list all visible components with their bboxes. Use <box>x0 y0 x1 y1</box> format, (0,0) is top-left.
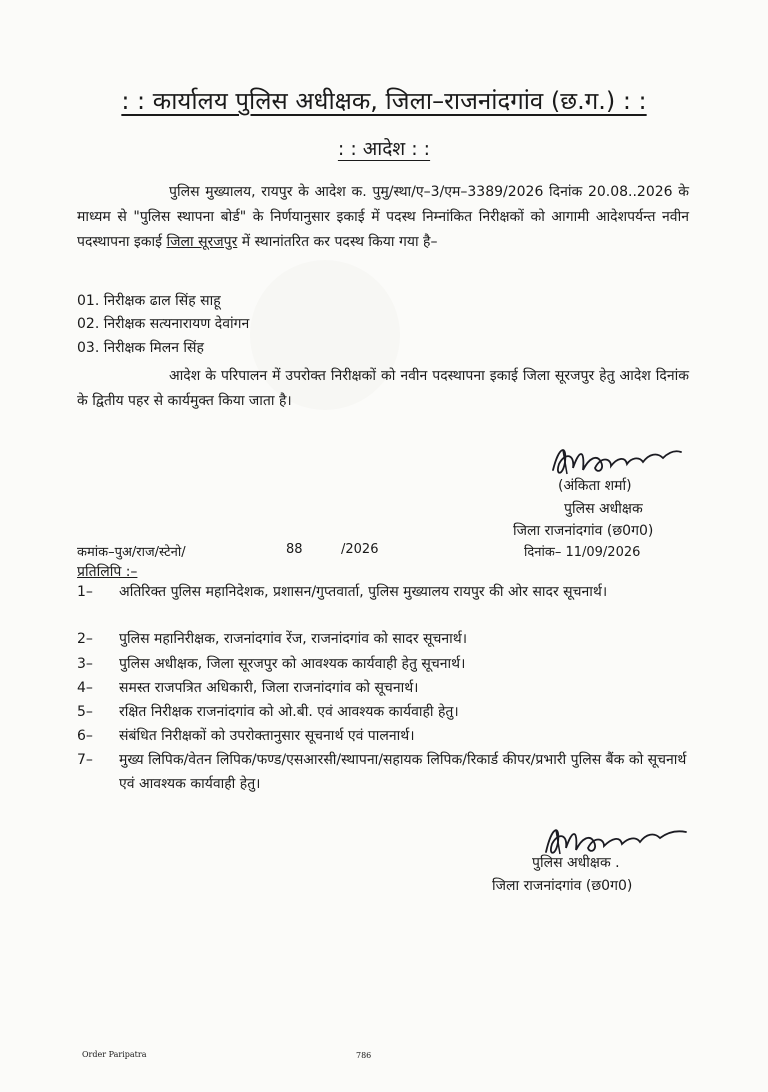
reference-number-suffix: /2026 <box>341 542 379 557</box>
signatory-2-designation: पुलिस अधीक्षक . <box>532 855 620 871</box>
copy-item-text: पुलिस महानिरीक्षक, राजनांदगांव रेंज, राजनांदगांव को सादर सूचनार्थ। <box>119 631 468 647</box>
para2-text: आदेश के परिपालन में उपरोक्त निरीक्षकों को नवीन पदस्थापना इकाई जिला सूरजपुर हेतु आदेश दिनांक के द्वितीय पहर से कार्यमुक्त किया जाता है। <box>77 368 689 409</box>
reference-number-prefix: कमांक–पुअ/राज/स्टेनो/ <box>77 545 186 560</box>
para1-tail: में स्थानांतरित कर पदस्थ किया गया है– <box>237 234 438 250</box>
officer-item: 03. निरीक्षक मिलन सिंह <box>77 340 204 356</box>
copy-item-number: 2– <box>77 631 93 647</box>
copy-item-text: रक्षित निरीक्षक राजनांदगांव को ओ.बी. एवं आवश्यक कार्यवाही हेतु। <box>119 704 459 720</box>
copy-item-number: 4– <box>77 680 93 696</box>
copy-item-text: मुख्य लिपिक/वेतन लिपिक/फण्ड/एसआरसी/स्थापना/सहायक लिपिक/रिकार्ड कीपर/प्रभारी पुलिस बैंक को सूचनार्थ एवं आवश्यक कार्यवाही हेतु। <box>119 752 687 792</box>
reference-date: दिनांक– 11/09/2026 <box>524 545 641 560</box>
signatory-name: (अंकिता शर्मा) <box>558 478 632 494</box>
copy-to-label: प्रतिलिपि :– <box>77 564 138 580</box>
signatory-designation: पुलिस अधीक्षक <box>564 501 643 517</box>
copy-item <box>77 748 697 796</box>
signatory-2-district: जिला राजनांदगांव (छ0ग0) <box>492 878 633 894</box>
order-paragraph-1 <box>77 180 689 255</box>
copy-item-number: 1– <box>77 584 93 600</box>
officer-item: 01. निरीक्षक ढाल सिंह साहू <box>77 293 221 309</box>
copy-item-number: 7– <box>77 752 93 768</box>
footer-page-number: 786 <box>356 1051 372 1060</box>
order-paragraph-2 <box>77 364 689 414</box>
office-title: : : कार्यालय पुलिस अधीक्षक, जिला–राजनांदगांव (छ.ग.) : : <box>121 87 647 115</box>
order-heading: : : आदेश : : <box>337 138 431 160</box>
copy-item-number: 3– <box>77 656 93 672</box>
reference-number-value: 88 <box>286 542 303 557</box>
footer-label: Order Paripatra <box>82 1050 147 1059</box>
copy-item-text: समस्त राजपत्रित अधिकारी, जिला राजनांदगांव को सूचनार्थ। <box>119 680 419 696</box>
para1-district-underlined: जिला सूरजपुर <box>166 234 238 250</box>
copy-item-number: 5– <box>77 704 93 720</box>
officer-item: 02. निरीक्षक सत्यनारायण देवांगन <box>77 316 250 332</box>
para1-text: पुलिस मुख्यालय, रायपुर के आदेश क. पुमु/स्था/ए–3/एम–3389/2026 दिनांक 20.08..2026 के माध्यम से "पुलिस स्थापना बोर्ड" के निर्णयानुसार इकाई में पदस्थ निम्नांकित निरीक्षकों को आगामी आदेशपर्यन्त नवीन पदस्थापना इकाई <box>77 184 689 250</box>
copy-item-text: अतिरिक्त पुलिस महानिदेशक, प्रशासन/गुप्तवार्ता, पुलिस मुख्यालय रायपुर की ओर सादर सूचनार्थ। <box>119 584 608 600</box>
copy-item-text: पुलिस अधीक्षक, जिला सूरजपुर को आवश्यक कार्यवाही हेतु सूचनार्थ। <box>119 656 466 672</box>
copy-item-number: 6– <box>77 728 93 744</box>
copy-item <box>77 580 697 628</box>
copy-item-text: संबंधित निरीक्षकों को उपरोक्तानुसार सूचनार्थ एवं पालनार्थ। <box>119 728 415 744</box>
signatory-district: जिला राजनांदगांव (छ0ग0) <box>513 523 654 539</box>
